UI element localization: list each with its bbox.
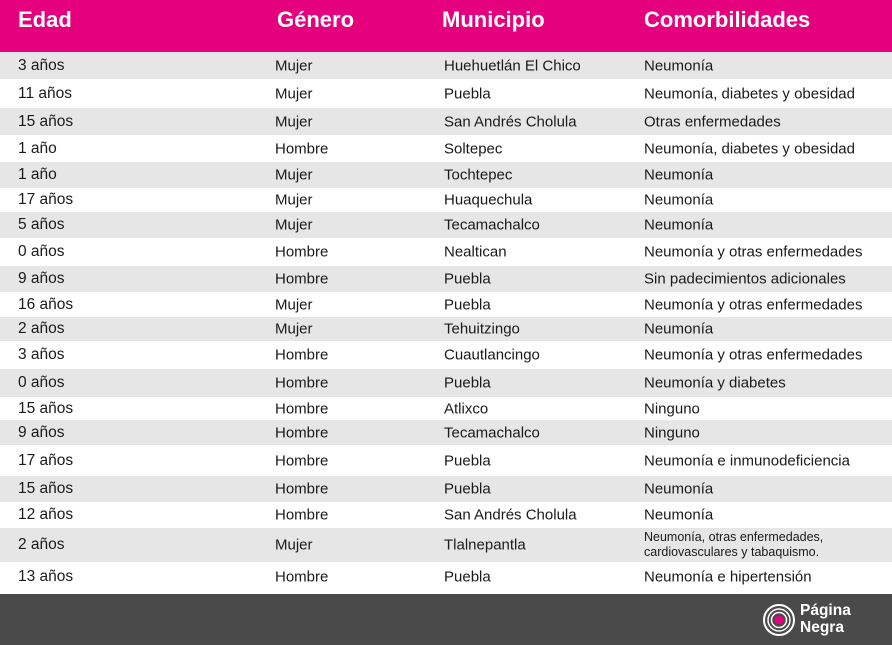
cell-genero: Hombre (275, 243, 329, 261)
cell-edad: 3 años (18, 56, 65, 74)
cell-edad: 17 años (18, 451, 74, 469)
cell-edad: 1 año (18, 139, 57, 157)
table-body (0, 52, 892, 592)
table-row (0, 341, 892, 369)
cell-comorbilidades: Neumonía y otras enfermedades (644, 243, 863, 261)
cell-comorbilidades: Neumonía y otras enfermedades (644, 346, 863, 364)
cell-edad: 3 años (18, 346, 65, 363)
cell-edad: 0 años (18, 243, 65, 260)
table-row (0, 212, 892, 238)
table-row (0, 79, 892, 108)
cell-comorbilidades: Neumonía, otras enfermedades, cardiovasculares y tabaquismo. (644, 530, 824, 559)
cell-comorbilidades: Neumonía (644, 191, 714, 209)
cell-municipio: Puebla (444, 568, 491, 586)
cell-edad: 11 años (18, 84, 73, 102)
table-row (0, 562, 892, 592)
header-comorbilidades: Comorbilidades (644, 7, 811, 32)
cell-municipio: Soltepec (444, 140, 503, 157)
record-disc-icon (762, 603, 796, 637)
cell-edad: 16 años (18, 295, 74, 313)
cell-genero: Hombre (275, 480, 329, 498)
cell-genero: Hombre (275, 452, 329, 469)
table-row (0, 162, 892, 188)
cell-municipio: Puebla (444, 85, 491, 102)
cell-genero: Hombre (275, 424, 329, 441)
cell-municipio: Puebla (444, 270, 491, 288)
cell-genero: Mujer (275, 113, 313, 130)
cell-comorbilidades: Sin padecimientos adicionales (644, 270, 846, 288)
cell-municipio: San Andrés Cholula (444, 113, 577, 130)
cell-municipio: Tecamachalco (444, 216, 540, 234)
cell-genero: Mujer (275, 85, 313, 102)
cell-comorbilidades: Ninguno (644, 424, 700, 441)
cell-edad: 15 años (18, 399, 74, 417)
table-row (0, 188, 892, 212)
cell-edad: 0 años (18, 374, 65, 391)
footer-bar (0, 594, 892, 645)
cell-municipio: Atlixco (444, 400, 489, 417)
cell-municipio: Puebla (444, 296, 491, 313)
cell-edad: 15 años (18, 480, 74, 497)
cell-municipio: Tochtepec (444, 166, 513, 184)
cell-comorbilidades: Neumonía (644, 166, 714, 184)
table-header (0, 0, 892, 52)
header-edad: Edad (18, 7, 72, 32)
cell-comorbilidades: Neumonía (644, 506, 714, 524)
cell-municipio: Tlalnepantla (444, 536, 526, 554)
cell-municipio: Puebla (444, 480, 491, 498)
cell-edad: 15 años (18, 112, 74, 130)
cell-edad: 13 años (18, 568, 74, 585)
cell-comorbilidades: Neumonía (644, 320, 714, 338)
cell-edad: 1 año (18, 166, 57, 183)
cell-edad: 5 años (18, 216, 65, 233)
cell-comorbilidades: Neumonía y diabetes (644, 374, 786, 392)
table-row (0, 292, 892, 317)
cell-genero: Mujer (275, 166, 313, 184)
table-row (0, 135, 892, 162)
table-row (0, 476, 892, 502)
table-row (0, 108, 892, 135)
table-row (0, 238, 892, 266)
cell-genero: Mujer (275, 536, 313, 554)
cell-municipio: Puebla (444, 452, 491, 469)
cell-edad: 2 años (18, 320, 65, 337)
cell-edad: 9 años (18, 270, 65, 287)
logo-text-line1: Página (800, 602, 851, 619)
cell-genero: Mujer (275, 296, 313, 313)
cell-municipio: Cuautlancingo (444, 346, 540, 364)
cell-genero: Hombre (275, 400, 329, 417)
pagina-negra-logo (762, 602, 872, 638)
cell-genero: Hombre (275, 270, 329, 288)
cell-edad: 9 años (18, 423, 65, 441)
cell-genero: Hombre (275, 346, 329, 364)
cell-edad: 12 años (18, 506, 74, 523)
cell-genero: Hombre (275, 568, 329, 586)
cell-municipio: Nealtican (444, 243, 507, 261)
table-row (0, 420, 892, 445)
cell-comorbilidades: Neumonía e inmunodeficiencia (644, 452, 850, 469)
table-row (0, 317, 892, 341)
cell-comorbilidades: Neumonía (644, 57, 714, 74)
cell-municipio: Tehuitzingo (444, 320, 520, 338)
cell-genero: Mujer (275, 320, 313, 338)
cell-comorbilidades: Ninguno (644, 400, 700, 417)
cell-edad: 17 años (18, 191, 74, 208)
cell-comorbilidades: Neumonía, diabetes y obesidad (644, 140, 855, 157)
header-municipio: Municipio (442, 7, 545, 32)
cell-genero: Hombre (275, 506, 329, 524)
table-row (0, 369, 892, 397)
table-row (0, 445, 892, 476)
cell-municipio: Puebla (444, 374, 491, 392)
table-row (0, 397, 892, 420)
cell-comorbilidades: Neumonía e hipertensión (644, 568, 812, 586)
cell-comorbilidades: Neumonía (644, 480, 714, 498)
cell-comorbilidades: Neumonía (644, 216, 714, 234)
cell-comorbilidades: Neumonía, diabetes y obesidad (644, 85, 855, 102)
cell-genero: Hombre (275, 374, 329, 392)
logo-text-line2: Negra (800, 619, 844, 636)
cell-genero: Mujer (275, 57, 313, 74)
table-row (0, 528, 892, 562)
cell-municipio: Huehuetlán El Chico (444, 57, 581, 74)
header-genero: Género (277, 7, 355, 32)
cell-genero: Mujer (275, 191, 313, 209)
cell-comorbilidades: Neumonía y otras enfermedades (644, 296, 863, 313)
table-row (0, 266, 892, 292)
table-row (0, 52, 892, 79)
cell-genero: Mujer (275, 216, 313, 234)
table-row (0, 502, 892, 528)
cell-municipio: San Andrés Cholula (444, 506, 577, 524)
cell-municipio: Tecamachalco (444, 424, 540, 441)
cell-edad: 2 años (18, 536, 65, 553)
cell-comorbilidades: Otras enfermedades (644, 113, 781, 130)
cell-municipio: Huaquechula (444, 191, 533, 209)
cell-genero: Hombre (275, 140, 329, 157)
